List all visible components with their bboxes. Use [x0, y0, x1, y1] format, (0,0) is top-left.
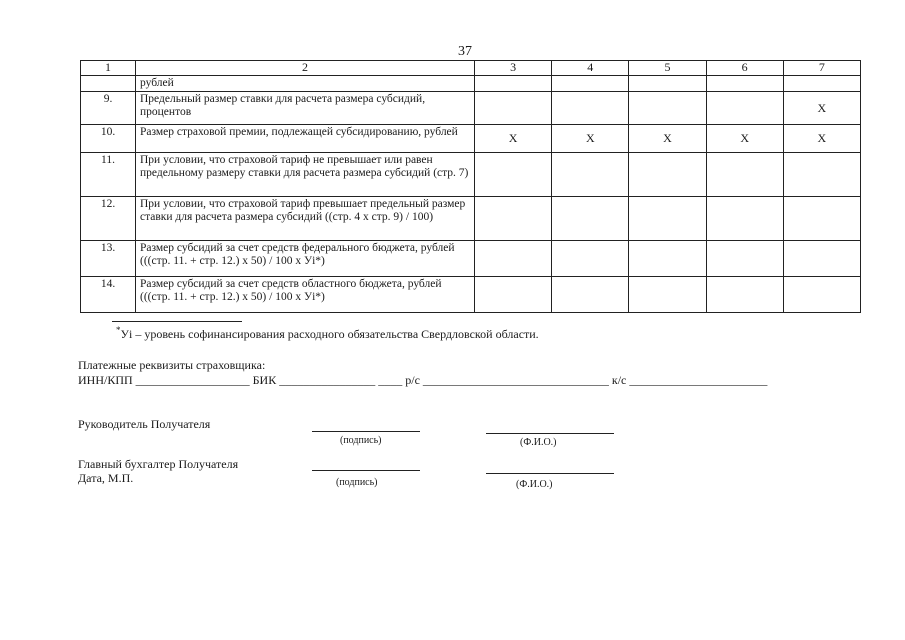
column-header: 5 — [629, 61, 706, 76]
table-header-row — [81, 61, 861, 76]
row-number: 14. — [81, 277, 136, 313]
accountant-name-line — [486, 473, 614, 474]
table-cell — [783, 153, 860, 197]
accountant-signature-label: Главный бухгалтер Получателя — [78, 457, 239, 471]
table-cell — [552, 241, 629, 277]
table-cell — [475, 197, 552, 241]
page-number: 37 — [458, 44, 472, 59]
row-description: При условии, что страховой тариф не превышает или равен предельному размеру ставки для расчета размера субсидий (стр. 7) — [136, 153, 475, 197]
table-row — [81, 197, 861, 241]
footnote-mark: * — [116, 325, 121, 335]
table-cell — [783, 197, 860, 241]
table-cell — [783, 241, 860, 277]
row-number: 9. — [81, 92, 136, 125]
row-description: рублей — [136, 76, 475, 92]
table-cell — [706, 277, 783, 313]
footnote-divider — [112, 321, 242, 322]
table-cell — [475, 92, 552, 125]
row-description: Размер страховой премии, подлежащей субсидированию, рублей — [136, 125, 475, 153]
column-header: 7 — [783, 61, 860, 76]
payment-details-line: ИНН/КПП ___________________ БИК ________________ ____ р/с _______________________________ к/с _______________________ — [78, 373, 768, 387]
accountant-signature-line — [312, 470, 420, 471]
column-header: 4 — [552, 61, 629, 76]
head-name-line — [486, 433, 614, 434]
accountant-signature-caption: (подпись) — [336, 477, 378, 488]
table-cell — [475, 153, 552, 197]
footnote — [116, 325, 539, 342]
table-cell — [629, 197, 706, 241]
table-row — [81, 76, 861, 92]
head-signature-label: Руководитель Получателя — [78, 417, 211, 431]
table-cell: X — [783, 92, 860, 125]
table-cell: X — [706, 125, 783, 153]
table-cell — [475, 76, 552, 92]
table-cell — [706, 76, 783, 92]
table-cell — [475, 277, 552, 313]
column-header: 2 — [136, 61, 475, 76]
table-cell: X — [783, 125, 860, 153]
table-cell — [552, 76, 629, 92]
table-cell — [706, 92, 783, 125]
table-cell — [783, 76, 860, 92]
head-name-caption: (Ф.И.О.) — [520, 437, 557, 448]
column-header: 1 — [81, 61, 136, 76]
date-label: Дата, М.П. — [78, 471, 134, 485]
table-cell — [552, 153, 629, 197]
row-number: 13. — [81, 241, 136, 277]
table-cell: X — [552, 125, 629, 153]
table-cell — [552, 277, 629, 313]
table-cell — [475, 241, 552, 277]
table-cell — [706, 153, 783, 197]
row-description: Предельный размер ставки для расчета размера субсидий, процентов — [136, 92, 475, 125]
row-description: Размер субсидий за счет средств федерального бюджета, рублей (((стр. 11. + стр. 12.) х 50) / 100 х Уi*) — [136, 241, 475, 277]
column-header: 6 — [706, 61, 783, 76]
row-number: 11. — [81, 153, 136, 197]
column-header: 3 — [475, 61, 552, 76]
table-cell — [552, 92, 629, 125]
row-description: При условии, что страховой тариф превышает предельный размер ставки для расчета размера субсидий ((стр. 4 х стр. 9) / 100) — [136, 197, 475, 241]
accountant-name-caption: (Ф.И.О.) — [516, 479, 553, 490]
table-row — [81, 241, 861, 277]
head-signature-caption: (подпись) — [340, 435, 382, 446]
row-description: Размер субсидий за счет средств областного бюджета, рублей (((стр. 11. + стр. 12.) х 50) / 100 х Уi*) — [136, 277, 475, 313]
row-number — [81, 76, 136, 92]
table-cell — [706, 197, 783, 241]
table-cell — [552, 197, 629, 241]
table-row — [81, 153, 861, 197]
table-cell — [629, 277, 706, 313]
table-cell — [629, 76, 706, 92]
payment-details-title: Платежные реквизиты страховщика: — [78, 358, 266, 372]
table-cell — [783, 277, 860, 313]
table-cell: X — [475, 125, 552, 153]
table-cell: X — [629, 125, 706, 153]
table-row — [81, 92, 861, 125]
subsidy-table — [80, 60, 861, 313]
table-cell — [706, 241, 783, 277]
head-signature-line — [312, 431, 420, 432]
footnote-text: Уi – уровень софинансирования расходного обязательства Свердловской области. — [120, 327, 539, 341]
row-number: 12. — [81, 197, 136, 241]
table-cell — [629, 153, 706, 197]
row-number: 10. — [81, 125, 136, 153]
table-cell — [629, 241, 706, 277]
table-row — [81, 125, 861, 153]
table-row — [81, 277, 861, 313]
table-cell — [629, 92, 706, 125]
